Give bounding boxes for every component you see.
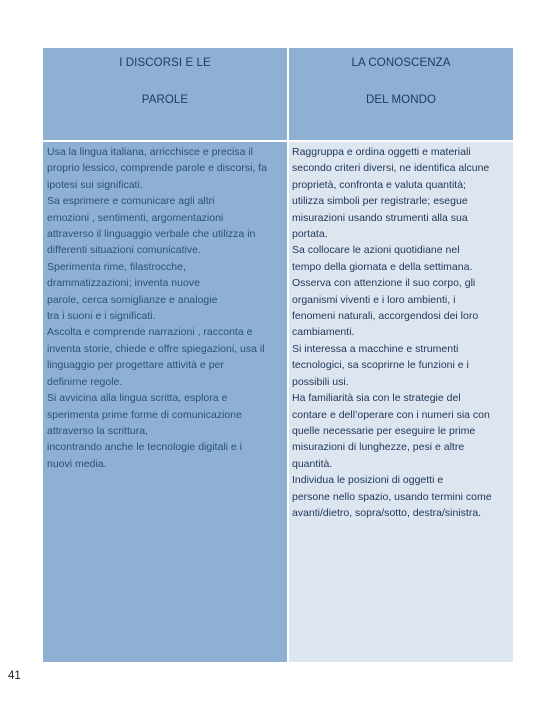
body-text-discorsi: Usa la lingua italiana, arricchisce e precisa il proprio lessico, comprende parole e discorsi, fa ipotesi sui significati. Sa esprimere e comunicare agli altri emozioni , sentimenti, argomentazioni attraverso il linguaggio verbale che utilizza in differenti situazioni comunicative. Sperimenta rime, filastrocche, drammatizzazioni; inventa nuove parole, cerca somiglianze e analogie tra i suoni e i significati. Ascolta e comprende narrazioni , racconta e inventa storie, chiede e offre spiegazioni, usa il linguaggio per progettare attività e per definirne regole. Si avvicina alla lingua scritta, esplora e sperimenta prime forme di comunicazione attraverso la scrittura, incontrando anche le tecnologie digitali e i nuovi media. — [47, 146, 268, 470]
body-text-conoscenza: Raggruppa e ordina oggetti e materiali secondo criteri diversi, ne identifica alcune proprietà, confronta e valuta quantità; utilizza simboli per registrarle; esegue misurazioni usando strumenti alla sua portata. Sa collocare le azioni quotidiane nel tempo della giornata e della settimana. Osserva con attenzione il suo corpo, gli organismi viventi e i loro ambienti, i fenomeni naturali, accorgendosi dei loro cambiamenti. Si interessa a macchine e strumenti tecnologici, sa scoprirne le funzioni e i possibili usi. Ha familiarità sia con le strategie del contare e dell’operare con i numeri sia con quelle necessarie per eseguire le prime misurazioni di lunghezze, pesi e altre quantità. Individua le posizioni di oggetti e persone nello spazio, usando termini come avanti/dietro, sopra/sotto, destra/sinistra. — [292, 146, 492, 519]
header-line-1: LA CONOSCENZA — [351, 57, 451, 69]
header-cell-discorsi — [43, 48, 287, 140]
header-line-2: DEL MONDO — [365, 94, 437, 106]
header-line-2: PAROLE — [141, 94, 189, 106]
body-cell-conoscenza — [289, 142, 513, 662]
curriculum-table — [43, 48, 513, 662]
header-line-1: I DISCORSI E LE — [119, 57, 211, 69]
page-number: 41 — [8, 670, 21, 682]
body-cell-discorsi — [43, 142, 287, 662]
header-cell-conoscenza — [289, 48, 513, 140]
